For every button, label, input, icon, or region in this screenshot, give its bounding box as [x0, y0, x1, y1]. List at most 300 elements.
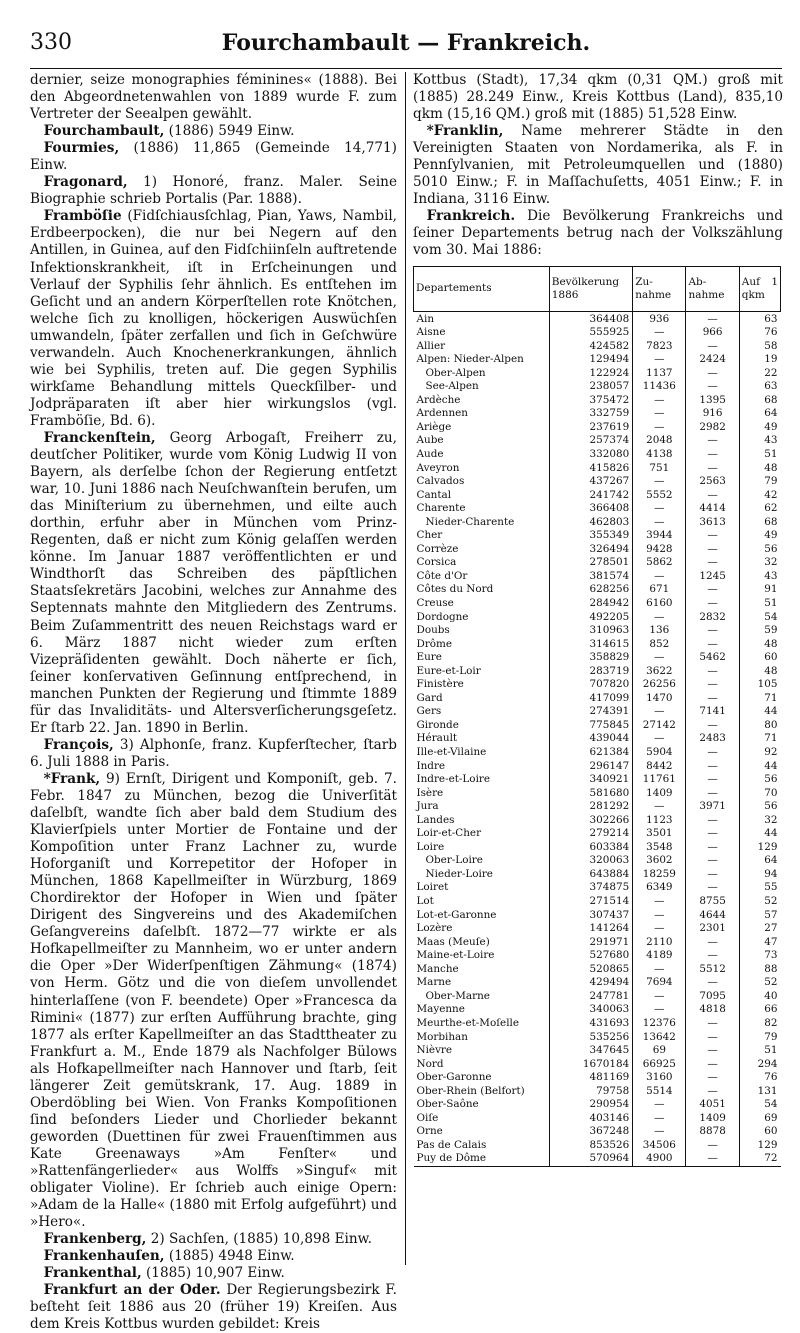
cell-departement: Oiſe — [416, 1111, 439, 1124]
entry-text: Die Bevölkerung Frankreichs und ſeiner Departements betrug nach der Volkszählung vom 30. Mai 1886: — [413, 208, 783, 259]
entry-framboesie — [30, 208, 397, 430]
entry-text: (1885) 10,907 Einw. — [141, 1265, 285, 1282]
cell-departement: Gers — [416, 705, 442, 718]
cell-population: 374875 — [549, 881, 632, 895]
cell-decrease: 3613 — [686, 516, 739, 530]
cell-population: 527680 — [549, 949, 632, 963]
headword: Frankenhauſen, — [43, 1248, 165, 1265]
cell-density: 71 — [739, 732, 780, 746]
cell-population: 424582 — [549, 340, 632, 354]
cell-departement: Ober-Loire — [425, 854, 483, 867]
cell-departement: Isère — [416, 786, 444, 799]
cell-decrease: 2563 — [686, 475, 739, 489]
cell-departement: Mayenne — [416, 1003, 465, 1016]
cell-population: 439044 — [549, 732, 632, 746]
headword: *Franklin, — [426, 123, 504, 140]
cell-decrease: — — [686, 556, 739, 570]
entry-frankenberg — [30, 1231, 397, 1248]
cell-decrease: — — [686, 597, 739, 611]
cell-decrease: — — [686, 976, 739, 990]
cell-decrease: 7141 — [686, 705, 739, 719]
cell-departement: Calvados — [416, 475, 465, 488]
cell-population: 520865 — [549, 963, 632, 977]
table-row — [414, 732, 781, 746]
cell-density: 59 — [739, 624, 780, 638]
cell-population: 481169 — [549, 1071, 632, 1085]
col-header-decrease: Ab-nahme — [686, 266, 739, 311]
entry-text: 2) Sachſen, (1885) 10,898 Einw. — [146, 1231, 373, 1248]
cell-density: 47 — [739, 936, 780, 950]
table-row — [414, 909, 781, 923]
cell-density: 54 — [739, 1098, 780, 1112]
left-column — [30, 72, 397, 1333]
entry-continuation: Kottbus (Stadt), 17,34 qkm (0,31 QM.) groß mit (1885) 28.249 Einw., Kreis Kottbus (Land), 835,10 qkm (15,16 QM.) groß mit (1885) 51,528 Einw. — [413, 72, 783, 123]
cell-population: 621384 — [549, 746, 632, 760]
cell-departement: Ober-Alpen — [425, 366, 486, 379]
cell-increase: — — [633, 1112, 686, 1126]
cell-increase: 3602 — [633, 854, 686, 868]
cell-departement: Loiret — [416, 881, 449, 894]
cell-decrease: 2424 — [686, 353, 739, 367]
cell-departement: Ardennen — [416, 407, 468, 420]
cell-departement: See-Alpen — [425, 380, 479, 393]
cell-decrease: — — [686, 1058, 739, 1072]
cell-density: 63 — [739, 380, 780, 394]
table-row — [414, 787, 781, 801]
cell-departement: Lot — [416, 895, 434, 908]
entry-franklin — [413, 123, 783, 208]
entry-francois — [30, 737, 397, 771]
headword: François, — [43, 736, 114, 753]
cell-increase: — — [633, 570, 686, 584]
cell-population: 283719 — [549, 665, 632, 679]
cell-population: 581680 — [549, 787, 632, 801]
cell-density: 79 — [739, 475, 780, 489]
cell-density: 44 — [739, 760, 780, 774]
entry-frankfurt-oder — [30, 1282, 397, 1333]
table-body — [414, 311, 781, 1166]
col-header-population: Bevölkerung 1886 — [549, 266, 632, 311]
cell-increase: — — [633, 1098, 686, 1112]
cell-increase: 6160 — [633, 597, 686, 611]
cell-departement: Manche — [416, 962, 459, 975]
cell-departement: Maine-et-Loire — [416, 949, 495, 962]
table-row — [414, 1071, 781, 1085]
cell-decrease: — — [686, 448, 739, 462]
cell-population: 284942 — [549, 597, 632, 611]
table-row — [414, 638, 781, 652]
cell-population: 290954 — [549, 1098, 632, 1112]
cell-departement: Ariège — [416, 420, 452, 433]
cell-population: 775845 — [549, 719, 632, 733]
cell-increase: 671 — [633, 583, 686, 597]
cell-decrease: 4414 — [686, 502, 739, 516]
table-row — [414, 1098, 781, 1112]
cell-departement: Lozère — [416, 922, 453, 935]
cell-population: 403146 — [549, 1112, 632, 1126]
cell-decrease: — — [686, 340, 739, 354]
right-column — [413, 72, 783, 1167]
cell-increase: — — [633, 326, 686, 340]
cell-increase: — — [633, 394, 686, 408]
headword: Fourchambault, — [43, 123, 165, 140]
cell-decrease: — — [686, 746, 739, 760]
cell-population: 271514 — [549, 895, 632, 909]
cell-density: 105 — [739, 678, 780, 692]
headword: Framböſie — [43, 208, 122, 225]
cell-population: 257374 — [549, 434, 632, 448]
table-row — [414, 963, 781, 977]
cell-increase: 3501 — [633, 827, 686, 841]
table-row — [414, 1058, 781, 1072]
table-row — [414, 434, 781, 448]
cell-decrease: 4051 — [686, 1098, 739, 1112]
cell-decrease: 2483 — [686, 732, 739, 746]
cell-density: 80 — [739, 719, 780, 733]
cell-density: 49 — [739, 421, 780, 435]
cell-increase: 1123 — [633, 814, 686, 828]
cell-decrease: — — [686, 1152, 739, 1166]
cell-departement: Loir-et-Cher — [416, 827, 482, 840]
table-row — [414, 475, 781, 489]
cell-increase: 3160 — [633, 1071, 686, 1085]
cell-departement: Puy de Dôme — [414, 1152, 550, 1166]
table-row — [414, 502, 781, 516]
cell-population: 241742 — [549, 489, 632, 503]
cell-increase: — — [633, 1125, 686, 1139]
cell-density: 56 — [739, 800, 780, 814]
cell-population: 302266 — [549, 814, 632, 828]
table-row — [414, 394, 781, 408]
table-row — [414, 651, 781, 665]
cell-population: 237619 — [549, 421, 632, 435]
cell-increase: 2048 — [633, 434, 686, 448]
cell-population: 415826 — [549, 462, 632, 476]
cell-increase: 9428 — [633, 543, 686, 557]
cell-population: 274391 — [549, 705, 632, 719]
cell-density: 51 — [739, 597, 780, 611]
cell-population: 307437 — [549, 909, 632, 923]
cell-decrease: — — [686, 489, 739, 503]
cell-decrease: 3971 — [686, 800, 739, 814]
cell-decrease: 2301 — [686, 922, 739, 936]
cell-density: 55 — [739, 881, 780, 895]
table-row — [414, 367, 781, 381]
cell-density: 58 — [739, 340, 780, 354]
cell-departement: Pas de Calais — [416, 1138, 487, 1151]
cell-increase: 3944 — [633, 529, 686, 543]
cell-decrease: 1409 — [686, 1112, 739, 1126]
cell-departement: Ain — [416, 312, 435, 325]
cell-departement: Aude — [416, 447, 444, 460]
cell-population: 141264 — [549, 922, 632, 936]
cell-density: 79 — [739, 1031, 780, 1045]
cell-increase: 852 — [633, 638, 686, 652]
entry-fourmies — [30, 140, 397, 174]
cell-departement: Ober-Marne — [425, 989, 490, 1002]
cell-density: 57 — [739, 909, 780, 923]
cell-departement: Ober-Saône — [416, 1098, 479, 1111]
cell-departement: Maas (Meuſe) — [416, 935, 490, 948]
cell-increase: 5514 — [633, 1085, 686, 1099]
cell-density: 44 — [739, 705, 780, 719]
headword: Frankfurt an der Oder. — [43, 1282, 221, 1299]
table-row — [414, 1017, 781, 1031]
cell-population: 628256 — [549, 583, 632, 597]
cell-density: 60 — [739, 651, 780, 665]
cell-departement: Ober-Rhein (Belfort) — [416, 1084, 525, 1097]
page-header — [30, 30, 782, 64]
cell-departement: Aveyron — [416, 461, 460, 474]
cell-departement: Doubs — [416, 624, 450, 637]
running-title: Fourchambault — Frankreich. — [221, 30, 591, 56]
cell-departement: Hérault — [416, 732, 458, 745]
table-row — [414, 516, 781, 530]
cell-population: 332080 — [549, 448, 632, 462]
cell-population: 291971 — [549, 936, 632, 950]
cell-decrease: — — [686, 692, 739, 706]
table-row — [414, 448, 781, 462]
cell-population: 1670184 — [549, 1058, 632, 1072]
cell-decrease: 916 — [686, 407, 739, 421]
cell-departement: Nièvre — [416, 1044, 453, 1057]
cell-density: 48 — [739, 462, 780, 476]
cell-population: 853526 — [549, 1139, 632, 1153]
table-row — [414, 1152, 781, 1166]
table-row — [414, 678, 781, 692]
cell-departement: Côte d'Or — [416, 569, 468, 582]
cell-decrease: 966 — [686, 326, 739, 340]
entry-frankreich — [413, 208, 783, 259]
cell-decrease: — — [686, 854, 739, 868]
table-row — [414, 976, 781, 990]
cell-increase: 5552 — [633, 489, 686, 503]
cell-departement: Lot-et-Garonne — [416, 908, 497, 921]
table-row — [414, 1125, 781, 1139]
cell-decrease: — — [686, 1031, 739, 1045]
entry-text: Name mehrerer Städte in den Vereinigten Staaten von Nordamerika, als F. in Pennſylvanien, mit Petroleumquellen und (1880) 5010 Einw.; F. in Maſſachuſetts, 4051 Einw.; F. in Indiana, 3116 Einw. — [413, 123, 783, 208]
cell-decrease: 8755 — [686, 895, 739, 909]
cell-decrease: 1395 — [686, 394, 739, 408]
cell-density: 62 — [739, 502, 780, 516]
cell-departement: Allier — [416, 339, 446, 352]
cell-increase: 2110 — [633, 936, 686, 950]
table-row — [414, 1112, 781, 1126]
table-row — [414, 827, 781, 841]
cell-population: 643884 — [549, 868, 632, 882]
cell-increase: 4138 — [633, 448, 686, 462]
table-row — [414, 570, 781, 584]
entry-fourchambault — [30, 123, 397, 140]
cell-decrease: — — [686, 881, 739, 895]
table-row — [414, 340, 781, 354]
cell-density: 42 — [739, 489, 780, 503]
headword: Frankenberg, — [43, 1231, 147, 1248]
cell-decrease: — — [686, 773, 739, 787]
table-row — [414, 583, 781, 597]
cell-decrease: 8878 — [686, 1125, 739, 1139]
table-row — [414, 1139, 781, 1153]
cell-density: 52 — [739, 976, 780, 990]
col-header-density: Auf 1 qkm — [739, 266, 780, 311]
table-row — [414, 407, 781, 421]
cell-departement: Indre-et-Loire — [416, 773, 491, 786]
cell-increase: 5904 — [633, 746, 686, 760]
entry-frankenhausen — [30, 1248, 397, 1265]
cell-population: 281292 — [549, 800, 632, 814]
cell-density: 129 — [739, 1139, 780, 1153]
table-row — [414, 1031, 781, 1045]
col-header-departements: Departements — [414, 266, 550, 311]
entry-text: (1886) 5949 Einw. — [164, 123, 295, 140]
cell-density: 44 — [739, 827, 780, 841]
table-row — [414, 529, 781, 543]
cell-population: 347645 — [549, 1044, 632, 1058]
cell-population: 431693 — [549, 1017, 632, 1031]
cell-decrease: — — [686, 1085, 739, 1099]
entry-fragonard — [30, 174, 397, 208]
cell-decrease: — — [686, 868, 739, 882]
cell-increase: — — [633, 611, 686, 625]
cell-increase: 3548 — [633, 841, 686, 855]
cell-increase: 936 — [633, 311, 686, 326]
cell-increase: 5862 — [633, 556, 686, 570]
cell-density: 43 — [739, 434, 780, 448]
cell-decrease: 2982 — [686, 421, 739, 435]
cell-increase: 66925 — [633, 1058, 686, 1072]
table-row — [414, 611, 781, 625]
cell-density: 68 — [739, 516, 780, 530]
cell-departement: Drôme — [416, 637, 453, 650]
cell-decrease: — — [686, 434, 739, 448]
table-row — [414, 1085, 781, 1099]
cell-increase: — — [633, 922, 686, 936]
table-row — [414, 1003, 781, 1017]
cell-population: 375472 — [549, 394, 632, 408]
cell-density: 94 — [739, 868, 780, 882]
cell-population: 364408 — [549, 311, 632, 326]
cell-density: 76 — [739, 1071, 780, 1085]
cell-decrease: — — [686, 638, 739, 652]
cell-density: 43 — [739, 570, 780, 584]
cell-increase: — — [633, 353, 686, 367]
cell-density: 51 — [739, 1044, 780, 1058]
cell-density: 19 — [739, 353, 780, 367]
cell-departement: Côtes du Nord — [416, 583, 494, 596]
cell-decrease: — — [686, 1017, 739, 1031]
cell-population: 320063 — [549, 854, 632, 868]
cell-decrease: — — [686, 814, 739, 828]
cell-departement: Ardèche — [416, 393, 461, 406]
cell-increase: — — [633, 651, 686, 665]
cell-departement: Nieder-Loire — [425, 867, 493, 880]
cell-increase: — — [633, 502, 686, 516]
cell-increase: — — [633, 800, 686, 814]
cell-density: 82 — [739, 1017, 780, 1031]
cell-increase: 11436 — [633, 380, 686, 394]
cell-population: 314615 — [549, 638, 632, 652]
cell-increase: 13642 — [633, 1031, 686, 1045]
table-row — [414, 922, 781, 936]
cell-increase: 26256 — [633, 678, 686, 692]
cell-population: 129494 — [549, 353, 632, 367]
cell-density: 69 — [739, 1112, 780, 1126]
cell-population: 340921 — [549, 773, 632, 787]
cell-increase: — — [633, 895, 686, 909]
cell-departement: Eure — [416, 651, 442, 664]
cell-population: 296147 — [549, 760, 632, 774]
cell-density: 91 — [739, 583, 780, 597]
cell-increase: 4900 — [633, 1152, 686, 1166]
entry-frank — [30, 771, 397, 1231]
cell-population: 355349 — [549, 529, 632, 543]
cell-population: 247781 — [549, 990, 632, 1004]
cell-density: 66 — [739, 1003, 780, 1017]
table-row — [414, 705, 781, 719]
cell-decrease: — — [686, 367, 739, 381]
cell-decrease: — — [686, 1139, 739, 1153]
cell-departement: Finistère — [416, 678, 464, 691]
cell-decrease: — — [686, 841, 739, 855]
cell-increase: — — [633, 1003, 686, 1017]
table-row — [414, 421, 781, 435]
cell-density: 294 — [739, 1058, 780, 1072]
cell-density: 51 — [739, 448, 780, 462]
cell-departement: Eure-et-Loir — [416, 664, 481, 677]
cell-departement: Alpen: Nieder-Alpen — [416, 353, 524, 366]
cell-population: 332759 — [549, 407, 632, 421]
cell-increase: — — [633, 475, 686, 489]
cell-departement: Indre — [416, 759, 446, 772]
cell-increase: 1137 — [633, 367, 686, 381]
cell-density: 64 — [739, 854, 780, 868]
cell-population: 279214 — [549, 827, 632, 841]
headword: Frankenthal, — [43, 1265, 142, 1282]
table-row — [414, 692, 781, 706]
headword: Fragonard, — [43, 174, 128, 191]
cell-departement: Nord — [416, 1057, 444, 1070]
cell-increase: 7823 — [633, 340, 686, 354]
cell-departement: Nieder-Charente — [425, 515, 515, 528]
cell-decrease: — — [686, 462, 739, 476]
cell-density: 27 — [739, 922, 780, 936]
cell-increase: — — [633, 421, 686, 435]
entry-text: 1) Honoré, franz. Maler. Seine Biographie schrieb Portalis (Par. 1888). — [30, 174, 397, 208]
cell-population: 381574 — [549, 570, 632, 584]
cell-density: 71 — [739, 692, 780, 706]
population-table — [413, 266, 781, 1167]
col-header-increase: Zu-nahme — [633, 266, 686, 311]
cell-population: 570964 — [549, 1152, 632, 1166]
cell-density: 32 — [739, 814, 780, 828]
table-row — [414, 895, 781, 909]
table-row — [414, 936, 781, 950]
table-row — [414, 949, 781, 963]
cell-density: 92 — [739, 746, 780, 760]
cell-departement: Orne — [416, 1125, 443, 1138]
table-row — [414, 854, 781, 868]
cell-density: 48 — [739, 665, 780, 679]
cell-population: 278501 — [549, 556, 632, 570]
cell-population: 358829 — [549, 651, 632, 665]
cell-population: 429494 — [549, 976, 632, 990]
cell-population: 437267 — [549, 475, 632, 489]
cell-increase: 3622 — [633, 665, 686, 679]
cell-increase: — — [633, 732, 686, 746]
table-row — [414, 990, 781, 1004]
entry-text: (1885) 4948 Einw. — [164, 1248, 295, 1265]
table-row — [414, 1044, 781, 1058]
